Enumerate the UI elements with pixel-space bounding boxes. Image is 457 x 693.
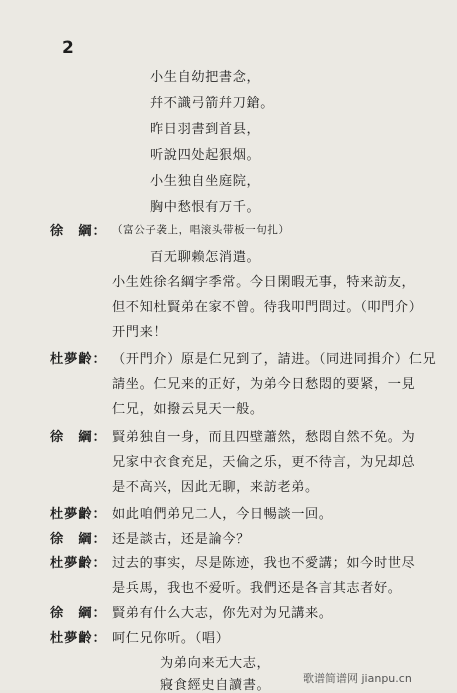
verse-line: 小生自幼把書念，	[150, 70, 261, 85]
sung-line: 百无聊赖怎消遣。	[150, 250, 261, 265]
dialogue-line: 还是談古，还是論今？	[112, 532, 250, 547]
dialogue-line: 賢弟有什么大志，你先对为兄講来。	[112, 606, 333, 621]
verse-line: 幷不識弓箭幷刀鎗。	[150, 96, 275, 111]
speaker-label: 杜夢齡：	[50, 507, 107, 522]
verse-line: 为弟向来无大志，	[160, 656, 271, 671]
speaker-label: 杜夢齡：	[50, 556, 107, 571]
dialogue-line: 小生姓徐名綱字季常。今日閑暇无事，特来訪友，	[112, 275, 416, 290]
stage-direction: （富公子袭上，唱滚头带板一句扎）	[112, 224, 290, 236]
dialogue-line: 是不高兴，因此无聊，来訪老弟。	[112, 480, 319, 495]
dialogue-line: 开門来！	[112, 325, 168, 340]
speaker-label: 杜夢齡：	[50, 631, 107, 646]
speaker-label: 杜夢齡：	[50, 352, 107, 367]
dialogue-line: 賢弟独自一身，而且四壁蕭然，愁悶自然不免。为	[112, 430, 416, 445]
dialogue-line: 請坐。仁兄来的正好，为弟今日愁悶的要紧，一見	[112, 377, 416, 392]
dialogue-line: 呵仁兄你听。（唱）	[112, 631, 230, 646]
dialogue-line: 是兵馬，我也不爱听。我們还是各言其志者好。	[112, 581, 402, 596]
dialogue-line: （开門介）原是仁兄到了，請进。（同进同揖介）仁兄	[112, 352, 437, 367]
page-number: 2	[62, 38, 74, 58]
speaker-label: 徐 綱：	[50, 606, 107, 621]
speaker-label: 徐 綱：	[50, 224, 107, 239]
verse-line: 听說四处起狠烟。	[150, 148, 261, 163]
site-watermark: 歌谱简谱网 jianpu.cn	[303, 672, 412, 685]
dialogue-line: 过去的事实，尽是陈迹，我也不愛講；如今时世尽	[112, 556, 416, 571]
verse-line: 寢食經史自讀書。	[160, 678, 271, 693]
dialogue-line: 仁兄，如撥云見天一般。	[112, 402, 264, 417]
dialogue-line: 但不知杜賢弟在家不曾。待我叩門問过。（叩門介）	[112, 300, 423, 315]
dialogue-line: 兄家中衣食充足，天倫之乐，更不待言，为兄却总	[112, 455, 416, 470]
speaker-label: 徐 綱：	[50, 532, 107, 547]
speaker-label: 徐 綱：	[50, 430, 107, 445]
verse-line: 小生独自坐庭院，	[150, 174, 261, 189]
verse-line: 昨日羽書到首县，	[150, 122, 261, 137]
verse-line: 胸中愁恨有万千。	[150, 200, 261, 215]
dialogue-line: 如此咱們弟兄二人，今日暢談一回。	[112, 507, 333, 522]
